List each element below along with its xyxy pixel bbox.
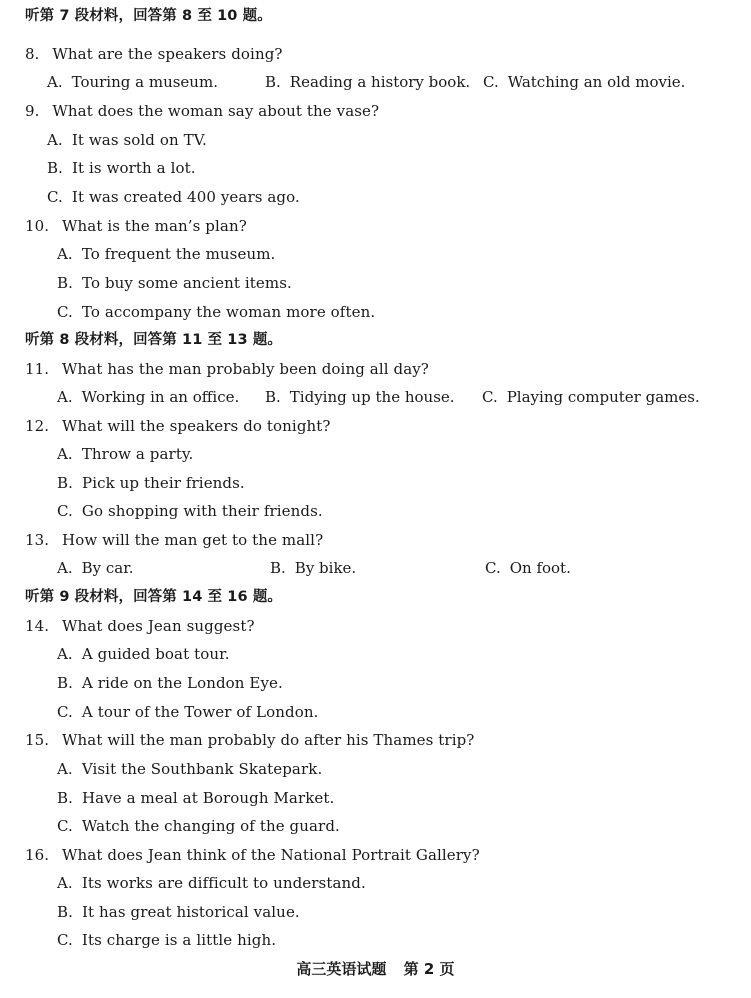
- page-number: 第 2 页: [403, 960, 455, 978]
- option-text: Tidying up the house.: [289, 388, 455, 406]
- option-letter: C.: [57, 703, 73, 721]
- option-letter: A.: [57, 388, 73, 406]
- option-letter: A.: [47, 73, 63, 91]
- question-9: [25, 101, 379, 121]
- question-number: 10.: [25, 217, 50, 235]
- option-13b[interactable]: [270, 558, 356, 578]
- option-letter: C.: [57, 817, 73, 835]
- page-footer: [0, 958, 751, 979]
- option-16c[interactable]: [57, 930, 276, 950]
- option-text: It was sold on TV.: [71, 131, 207, 149]
- option-letter: A.: [57, 874, 73, 892]
- option-letter: B.: [47, 159, 63, 177]
- option-text: To buy some ancient items.: [82, 274, 292, 292]
- option-12b[interactable]: [57, 473, 245, 493]
- option-text: To frequent the museum.: [81, 245, 276, 263]
- option-letter: C.: [57, 303, 73, 321]
- option-letter: A.: [57, 445, 73, 463]
- question-number: 13.: [25, 531, 50, 549]
- option-text: Its charge is a little high.: [81, 931, 277, 949]
- option-letter: C.: [57, 931, 73, 949]
- option-14b[interactable]: [57, 673, 283, 693]
- option-letter: A.: [57, 245, 73, 263]
- option-letter: A.: [57, 645, 73, 663]
- option-text: A tour of the Tower of London.: [81, 703, 319, 721]
- option-14a[interactable]: [57, 644, 230, 664]
- option-letter: C.: [47, 188, 63, 206]
- option-text: Touring a museum.: [71, 73, 218, 91]
- option-letter: B.: [57, 674, 73, 692]
- option-9c[interactable]: [47, 187, 300, 207]
- option-letter: C.: [482, 388, 498, 406]
- option-10b[interactable]: [57, 273, 292, 293]
- question-text: What has the man probably been doing all day?: [62, 360, 429, 378]
- option-12a[interactable]: [57, 444, 193, 464]
- question-16: [25, 845, 480, 865]
- section-heading: 听第 7 段材料，回答第 8 至 10 题。: [25, 8, 272, 24]
- option-letter: B.: [265, 73, 281, 91]
- option-text: A ride on the London Eye.: [82, 674, 283, 692]
- option-10a[interactable]: [57, 244, 275, 264]
- option-text: It was created 400 years ago.: [71, 188, 300, 206]
- option-text: Visit the Southbank Skatepark.: [81, 760, 323, 778]
- option-15a[interactable]: [57, 759, 322, 779]
- option-letter: A.: [57, 559, 73, 577]
- option-text: By car.: [81, 559, 134, 577]
- option-letter: B.: [57, 903, 73, 921]
- option-text: A guided boat tour.: [81, 645, 230, 663]
- option-text: Pick up their friends.: [82, 474, 245, 492]
- option-text: Playing computer games.: [506, 388, 700, 406]
- option-9a[interactable]: [47, 130, 207, 150]
- option-letter: C.: [485, 559, 501, 577]
- option-text: By bike.: [294, 559, 357, 577]
- option-text: Watch the changing of the guard.: [81, 817, 340, 835]
- option-16a[interactable]: [57, 873, 366, 893]
- option-letter: B.: [265, 388, 281, 406]
- option-letter: B.: [57, 789, 73, 807]
- question-text: What will the man probably do after his Thames trip?: [62, 731, 475, 749]
- question-text: What does Jean think of the National Portrait Gallery?: [62, 846, 480, 864]
- question-text: What does the woman say about the vase?: [52, 102, 380, 120]
- option-letter: B.: [57, 474, 73, 492]
- option-letter: A.: [47, 131, 63, 149]
- option-11b[interactable]: [265, 387, 455, 407]
- option-letter: B.: [270, 559, 286, 577]
- question-12: [25, 416, 331, 436]
- option-text: Its works are difficult to understand.: [81, 874, 366, 892]
- option-text: It is worth a lot.: [72, 159, 196, 177]
- question-14: [25, 616, 255, 636]
- option-16b[interactable]: [57, 902, 300, 922]
- option-13c[interactable]: [485, 558, 571, 578]
- option-9b[interactable]: [47, 158, 196, 178]
- option-8b[interactable]: [265, 72, 470, 92]
- question-number: 14.: [25, 617, 50, 635]
- section-heading: 听第 8 段材料，回答第 11 至 13 题。: [25, 332, 283, 348]
- question-8: [25, 44, 283, 64]
- question-10: [25, 216, 247, 236]
- question-text: What is the man’s plan?: [62, 217, 247, 235]
- option-text: To accompany the woman more often.: [81, 303, 376, 321]
- option-8a[interactable]: [47, 72, 218, 92]
- option-text: Reading a history book.: [289, 73, 471, 91]
- option-12c[interactable]: [57, 501, 323, 521]
- option-11c[interactable]: [482, 387, 700, 407]
- option-text: Throw a party.: [81, 445, 194, 463]
- question-number: 15.: [25, 731, 50, 749]
- option-text: Working in an office.: [81, 388, 240, 406]
- question-text: How will the man get to the mall?: [62, 531, 324, 549]
- question-13: [25, 530, 323, 550]
- option-15b[interactable]: [57, 788, 334, 808]
- question-text: What does Jean suggest?: [62, 617, 255, 635]
- option-15c[interactable]: [57, 816, 340, 836]
- option-text: Go shopping with their friends.: [81, 502, 323, 520]
- question-number: 16.: [25, 846, 50, 864]
- option-14c[interactable]: [57, 702, 318, 722]
- question-text: What are the speakers doing?: [52, 45, 283, 63]
- question-number: 12.: [25, 417, 50, 435]
- option-letter: A.: [57, 760, 73, 778]
- question-number: 8.: [25, 45, 40, 63]
- option-text: It has great historical value.: [82, 903, 300, 921]
- option-8c[interactable]: [483, 72, 685, 92]
- section-heading: 听第 9 段材料，回答第 14 至 16 题。: [25, 589, 283, 605]
- question-11: [25, 359, 429, 379]
- question-number: 11.: [25, 360, 50, 378]
- option-letter: B.: [57, 274, 73, 292]
- question-15: [25, 730, 474, 750]
- option-letter: C.: [57, 502, 73, 520]
- footer-title: 高三英语试题: [296, 960, 387, 978]
- option-letter: C.: [483, 73, 499, 91]
- question-number: 9.: [25, 102, 40, 120]
- option-10c[interactable]: [57, 302, 375, 322]
- option-text: Have a meal at Borough Market.: [82, 789, 335, 807]
- option-11a[interactable]: [57, 387, 239, 407]
- option-13a[interactable]: [57, 558, 134, 578]
- question-text: What will the speakers do tonight?: [62, 417, 331, 435]
- option-text: On foot.: [509, 559, 571, 577]
- option-text: Watching an old movie.: [507, 73, 686, 91]
